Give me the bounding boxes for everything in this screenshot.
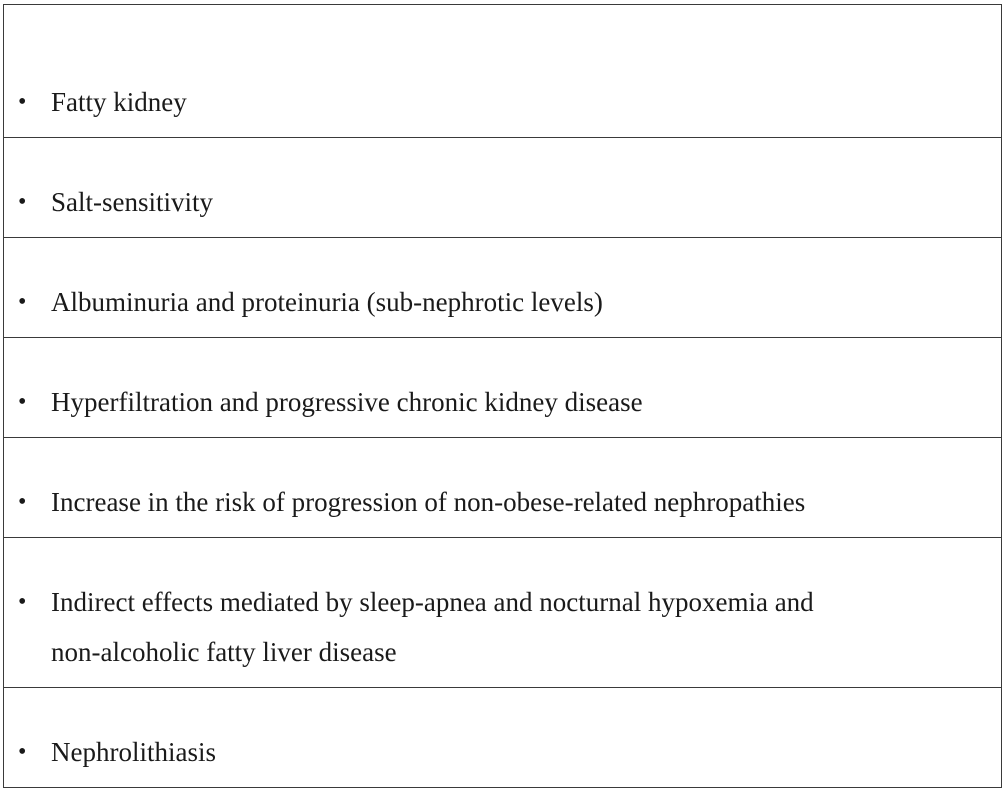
bullet-marker: • <box>18 189 27 215</box>
table-cell <box>4 377 1001 427</box>
table-cell <box>4 177 1001 227</box>
list-item-text: Nephrolithiasis <box>51 737 216 767</box>
list-item-text: Fatty kidney <box>51 87 187 117</box>
list-item-text: Salt-sensitivity <box>51 187 213 217</box>
list-item-text: Albuminuria and proteinuria (sub-nephrotic levels) <box>51 287 603 317</box>
table-cell <box>4 477 1001 527</box>
table-row <box>4 438 1001 538</box>
table-row <box>4 138 1001 238</box>
list-item-text: Hyperfiltration and progressive chronic kidney disease <box>51 387 643 417</box>
bullet-marker: • <box>18 589 27 615</box>
bullet-marker: • <box>18 739 27 765</box>
list-item-text: Increase in the risk of progression of non-obese-related nephropathies <box>51 487 806 517</box>
bullet-marker: • <box>18 489 27 515</box>
table-row <box>4 538 1001 688</box>
bullet-marker: • <box>18 289 27 315</box>
table-cell <box>4 77 1001 127</box>
table-cell <box>4 727 1001 777</box>
table-cell <box>4 277 1001 327</box>
renal-effects-table <box>3 4 1002 788</box>
table-row <box>4 338 1001 438</box>
bullet-marker: • <box>18 89 27 115</box>
table-row <box>4 5 1001 138</box>
table-row <box>4 238 1001 338</box>
list-item-text: Indirect effects mediated by sleep-apnea and nocturnal hypoxemia and non-alcoholic fatty liver disease <box>51 587 814 667</box>
table-cell <box>4 577 1001 677</box>
bullet-marker: • <box>18 389 27 415</box>
table-row <box>4 688 1001 788</box>
